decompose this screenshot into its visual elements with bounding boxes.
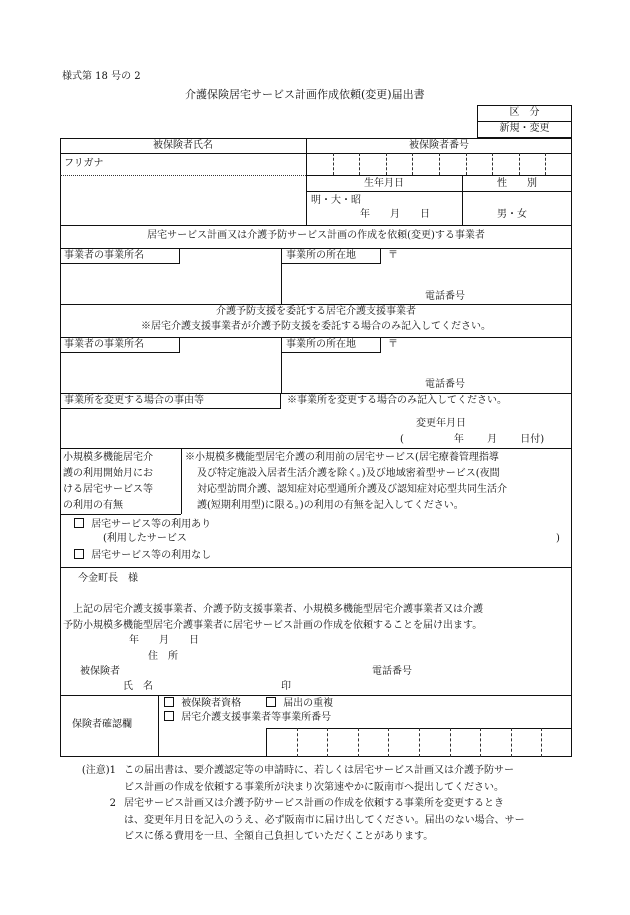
usage-no-option[interactable] <box>74 549 211 562</box>
number-cell-divider <box>412 153 413 175</box>
kubun-value[interactable]: 新規・変更 <box>499 123 550 134</box>
note-line: は、変更年月日を記入のうえ、必ず阪南市に届け出してください。届出のない場合、サー <box>124 814 525 826</box>
birth-label: 生年月日 <box>364 178 404 189</box>
check-office-number[interactable] <box>164 711 331 724</box>
office-number-cell-divider <box>480 728 481 757</box>
number-cell-divider <box>333 153 334 175</box>
section2-heading: 介護予防支援を委託する居宅介護支援事業者 <box>216 306 416 317</box>
small-scale-label <box>63 450 153 514</box>
small-scale-label-line: ける居宅サービス等 <box>63 484 153 495</box>
small-scale-label-line: 護の利用開始月にお <box>63 468 153 479</box>
office-number-cell-divider <box>388 728 389 757</box>
declaration-date[interactable]: 年 月 日 <box>129 635 199 646</box>
office-number-cell-divider <box>358 728 359 757</box>
office-number-cell-divider <box>541 728 542 757</box>
office2-name-label: 事業者の事業所名 <box>64 339 144 350</box>
sex-label: 性 別 <box>497 178 537 189</box>
phone-label-2: 電話番号 <box>425 379 465 390</box>
name-label: 氏 名 <box>123 681 153 692</box>
number-cell-divider <box>492 153 493 175</box>
usage-yes-label: 居宅サービス等の利用あり <box>91 519 212 530</box>
small-scale-note-line: ※小規模多機能型居宅介護の利用前の居宅サービス(居宅療養管理指導 <box>185 452 499 463</box>
mayor-address: 今金町長 様 <box>78 573 138 584</box>
office2-address-label: 事業所の所在地 <box>286 339 356 350</box>
check-duplicate-label: 届出の重複 <box>283 698 334 709</box>
office-number-cell-divider <box>419 728 420 757</box>
number-cell-divider <box>439 153 440 175</box>
office-address-label: 事業所の所在地 <box>286 250 356 261</box>
sex-options[interactable]: 男・女 <box>497 209 527 220</box>
small-scale-note-line: 護(短期利用型)に限る。)の利用の有無を記入してください。 <box>197 500 464 511</box>
number-cell-divider <box>386 153 387 175</box>
birth-date-field[interactable]: 年 月 日 <box>360 209 430 220</box>
note-line: ビスに係る費用を一旦、全額自己負担していただくことがあります。 <box>124 831 434 842</box>
declaration-line: 予防小規模多機能型居宅介護事業者に居宅サービス計画の作成を依頼することを届け出ます。 <box>63 620 483 631</box>
usage-no-label: 居宅サービス等の利用なし <box>91 550 212 561</box>
postal-mark: 〒 <box>388 250 398 261</box>
usage-used-label: (利用したサービス <box>103 533 187 544</box>
form-title: 介護保険居宅サービス計画作成依頼(変更)届出書 <box>185 88 425 101</box>
number-cell-divider <box>545 153 546 175</box>
notes <box>62 763 525 846</box>
note-line: (注意)1 この届出書は、要介護認定等の申請時に、若しくは居宅サービス計画又は介護予防サー <box>81 765 514 776</box>
number-cell-divider <box>466 153 467 175</box>
number-cell-divider <box>519 153 520 175</box>
checkbox[interactable] <box>266 697 276 707</box>
office-number-cell-divider <box>327 728 328 757</box>
note-line: 2 居宅サービス計画又は介護予防サービス計画の作成を依頼する事業所を変更するとき <box>109 798 504 809</box>
insured-label: 被保険者 <box>80 666 120 677</box>
seal-mark: 印 <box>281 681 291 692</box>
small-scale-label-line: 小規模多機能居宅介 <box>63 452 153 463</box>
office-number-cell-divider <box>297 728 298 757</box>
furigana-label: フリガナ <box>64 158 104 169</box>
check-office-number-label: 居宅介護支援事業者等事業所番号 <box>181 712 332 723</box>
office-number-cell-divider <box>450 728 451 757</box>
section1-heading: 居宅サービス計画又は介護予防サービス計画の作成を依頼(変更)する事業者 <box>147 230 485 241</box>
number-cell-divider <box>359 153 360 175</box>
small-scale-note-line: 対応型訪問介護、認知症対応型通所介護及び認知症対応型共同生活介 <box>197 484 507 495</box>
era-options[interactable]: 明・大・昭 <box>311 195 361 206</box>
section2-subheading: ※居宅介護支援事業者が介護予防支援を委託する場合のみ記入してください。 <box>141 321 491 332</box>
change-date-field[interactable]: ( 年 月 日付) <box>400 434 545 445</box>
change-date-label: 変更年月日 <box>416 418 466 429</box>
insured-number-label: 被保険者番号 <box>409 140 469 151</box>
form-number: 様式第 18 号の 2 <box>62 71 141 82</box>
insured-name-label: 被保険者氏名 <box>153 140 213 151</box>
postal-mark-2: 〒 <box>388 339 398 350</box>
declaration-text <box>63 602 483 634</box>
usage-close: ) <box>556 533 560 544</box>
phone-label-3: 電話番号 <box>372 666 412 677</box>
address-label: 住 所 <box>148 651 178 662</box>
small-scale-note <box>185 450 507 514</box>
office-name-label: 事業者の事業所名 <box>64 250 144 261</box>
usage-yes-option[interactable] <box>74 518 211 531</box>
phone-label: 電話番号 <box>425 291 465 302</box>
checkbox[interactable] <box>74 549 84 559</box>
insured-name-field[interactable] <box>61 176 305 224</box>
declaration-line: 上記の居宅介護支援事業者、介護予防支援事業者、小規模多機能型居宅介護事業者又は介護 <box>73 604 483 615</box>
check-insured[interactable] <box>164 697 241 710</box>
change-reason-label: 事業所を変更する場合の事由等 <box>64 395 204 406</box>
checkbox[interactable] <box>164 697 174 707</box>
small-scale-note-line: 及び特定施設入居者生活介護を除く。)及び地域密着型サービス(夜間 <box>197 468 500 479</box>
small-scale-label-line: の利用の有無 <box>63 500 123 511</box>
office-number-cell-divider <box>511 728 512 757</box>
change-note: ※事業所を変更する場合のみ記入してください。 <box>287 395 507 406</box>
kubun-label: 区 分 <box>509 107 540 118</box>
check-duplicate[interactable] <box>266 697 333 710</box>
note-line: ビス計画の作成を依頼する事業所が決まり次第速やかに阪南市へ提出してください。 <box>124 781 504 793</box>
check-insured-label: 被保険者資格 <box>181 698 242 709</box>
checkbox[interactable] <box>74 518 84 528</box>
checkbox[interactable] <box>164 711 174 721</box>
insurer-check-label: 保険者確認欄 <box>72 719 132 730</box>
